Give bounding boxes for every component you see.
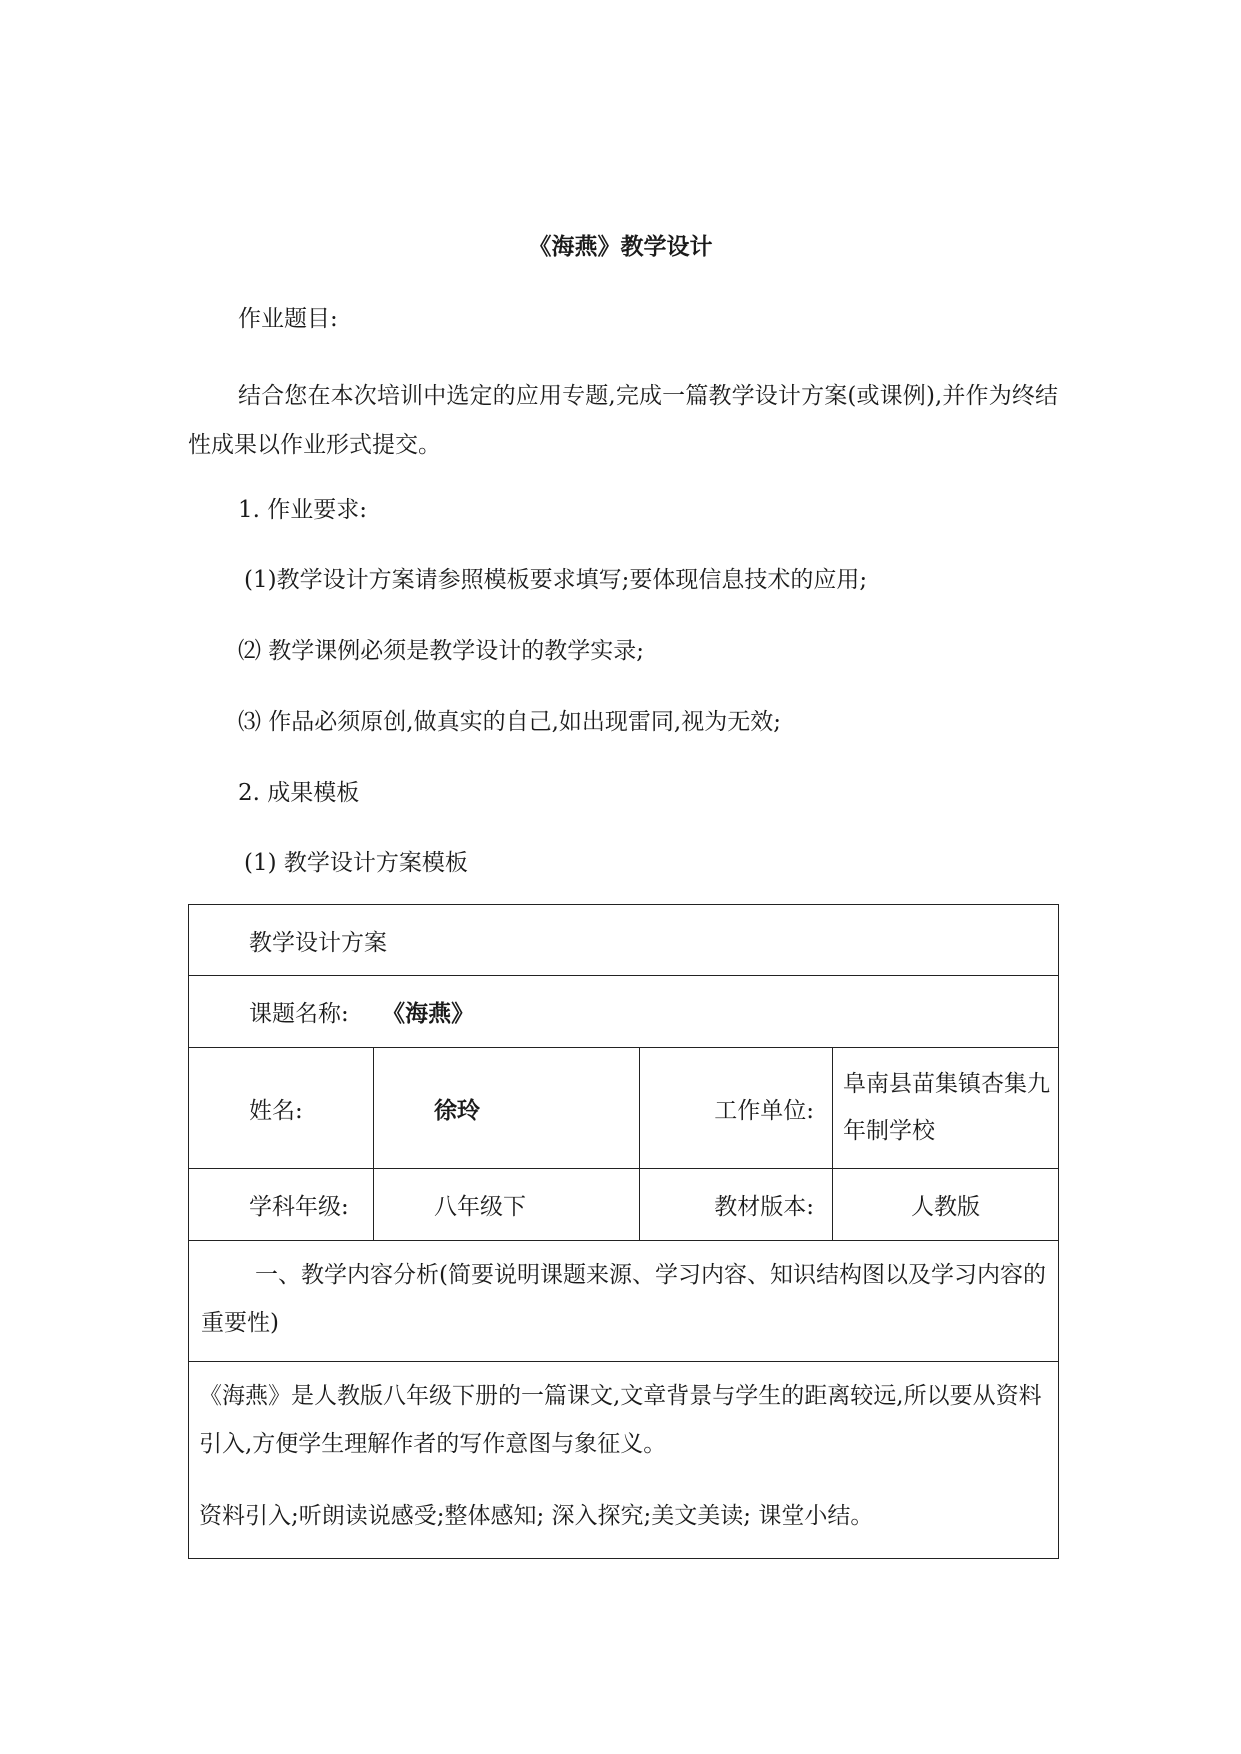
- section-1-content: [189, 1362, 1059, 1559]
- assignment-label: 作业题目:: [238, 306, 338, 332]
- section-1-paragraph-2: 资料引入;听朗读说感受;整体感知; 深入探究;美文美读; 课堂小结。: [199, 1503, 874, 1529]
- topic-row: [189, 976, 1059, 1048]
- edition-value: 人教版: [833, 1169, 1059, 1241]
- grade-value: 八年级下: [374, 1169, 640, 1241]
- document-title: 《海燕》教学设计: [528, 233, 713, 260]
- name-label: 姓名:: [189, 1048, 374, 1169]
- unit-label: 工作单位:: [640, 1048, 833, 1169]
- template-subheading: (1) 教学设计方案模板: [244, 850, 468, 876]
- topic-value: 《海燕》: [382, 1000, 475, 1027]
- name-value: 徐玲: [374, 1048, 640, 1169]
- template-heading: 2. 成果模板: [238, 780, 360, 806]
- section-1-heading: 一、教学内容分析(简要说明课题来源、学习内容、知识结构图以及学习内容的重要性): [189, 1241, 1059, 1362]
- requirement-2: ⑵ 教学课例必须是教学设计的教学实录;: [238, 638, 645, 664]
- table-caption: 教学设计方案: [189, 905, 1059, 976]
- requirements-heading: 1. 作业要求:: [238, 497, 368, 523]
- requirement-1: (1)教学设计方案请参照模板要求填写;要体现信息技术的应用;: [244, 567, 868, 593]
- assignment-text: 结合您在本次培训中选定的应用专题,完成一篇教学设计方案(或课例),并作为终结性成果以作业形式提交。: [188, 383, 1058, 458]
- unit-value: 阜南县苗集镇杏集九年制学校: [833, 1048, 1059, 1169]
- design-plan-table: [188, 904, 1059, 1559]
- edition-label: 教材版本:: [640, 1169, 833, 1241]
- requirement-3: ⑶ 作品必须原创,做真实的自己,如出现雷同,视为无效;: [238, 709, 781, 735]
- section-1-paragraph-1: 《海燕》是人教版八年级下册的一篇课文,文章背景与学生的距离较远,所以要从资料引入,方便学生理解作者的写作意图与象征义。: [199, 1383, 1042, 1457]
- topic-label: 课题名称:: [249, 1001, 349, 1027]
- grade-label: 学科年级:: [189, 1169, 374, 1241]
